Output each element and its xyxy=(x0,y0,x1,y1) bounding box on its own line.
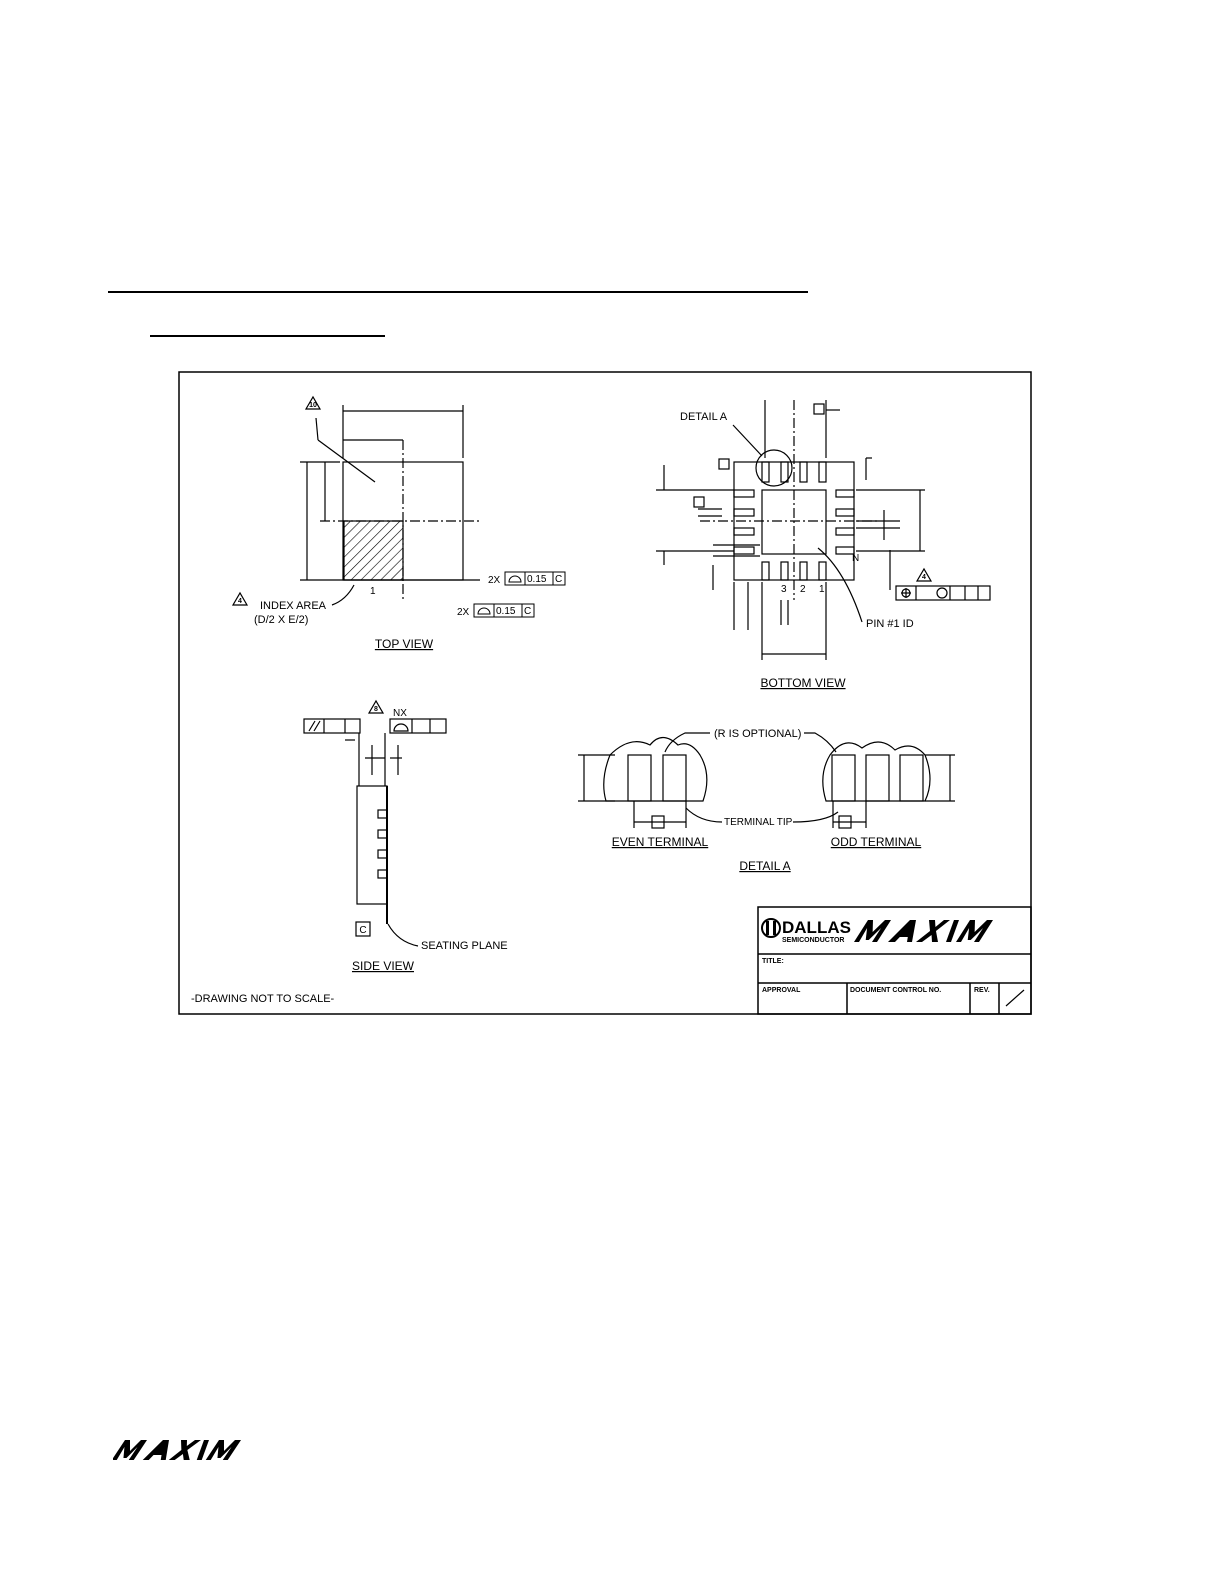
pin-n-label: N xyxy=(852,553,860,564)
tol-2x-top: 2X xyxy=(488,575,501,586)
side-view xyxy=(304,701,446,946)
bottom-view xyxy=(656,400,990,660)
terminal-tip-label: TERMINAL TIP xyxy=(724,817,793,828)
detail-a-callout: DETAIL A xyxy=(680,411,728,423)
title-field-label: TITLE: xyxy=(762,958,784,965)
seating-plane-label: SEATING PLANE xyxy=(421,940,508,952)
tol-2x-bottom: 2X xyxy=(457,607,470,618)
nx-label: NX xyxy=(393,708,407,719)
datum-c-label: C xyxy=(359,925,367,936)
note-10-label: 10 xyxy=(309,402,317,409)
pin-1-label: 1 xyxy=(370,586,376,597)
dallas-wordmark: DALLAS xyxy=(782,918,851,937)
tol-datum-bottom: C xyxy=(524,606,532,617)
not-to-scale-note: -DRAWING NOT TO SCALE- xyxy=(191,993,335,1005)
detail-a-title: DETAIL A xyxy=(739,859,791,873)
top-view-title: TOP VIEW xyxy=(374,637,434,651)
index-area-label: INDEX AREA xyxy=(260,600,327,612)
maxim-logo-title-block xyxy=(854,920,993,942)
side-view-title: SIDE VIEW xyxy=(351,959,415,973)
detail-a-drawing xyxy=(578,733,955,828)
note-4-label: 4 xyxy=(238,598,242,605)
index-area-hatch xyxy=(344,521,403,580)
pin-1-id-label: PIN #1 ID xyxy=(866,618,914,630)
even-terminal-label: EVEN TERMINAL xyxy=(611,835,709,849)
index-area-formula: (D/2 X E/2) xyxy=(254,614,309,626)
semiconductor-wordmark: SEMICONDUCTOR xyxy=(782,937,845,944)
tol-datum-top: C xyxy=(555,574,563,585)
note-8-label: 8 xyxy=(374,706,378,713)
note-4-bottom: 4 xyxy=(922,574,926,581)
pin-number-1: 1 xyxy=(819,584,825,595)
pin-number-2: 2 xyxy=(800,584,806,595)
document-control-label: DOCUMENT CONTROL NO. xyxy=(850,987,942,994)
rev-label: REV. xyxy=(974,987,990,994)
r-optional-label: (R IS OPTIONAL) xyxy=(714,728,802,740)
tol-value-bottom: 0.15 xyxy=(496,606,516,617)
tol-value-top: 0.15 xyxy=(527,574,547,585)
bottom-view-title: BOTTOM VIEW xyxy=(760,676,846,690)
approval-label: APPROVAL xyxy=(762,987,801,994)
top-view xyxy=(233,397,480,605)
odd-terminal-label: ODD TERMINAL xyxy=(830,835,922,849)
maxim-logo-footer xyxy=(113,1438,253,1464)
dallas-logo xyxy=(762,919,780,937)
pin-number-3: 3 xyxy=(781,584,787,595)
